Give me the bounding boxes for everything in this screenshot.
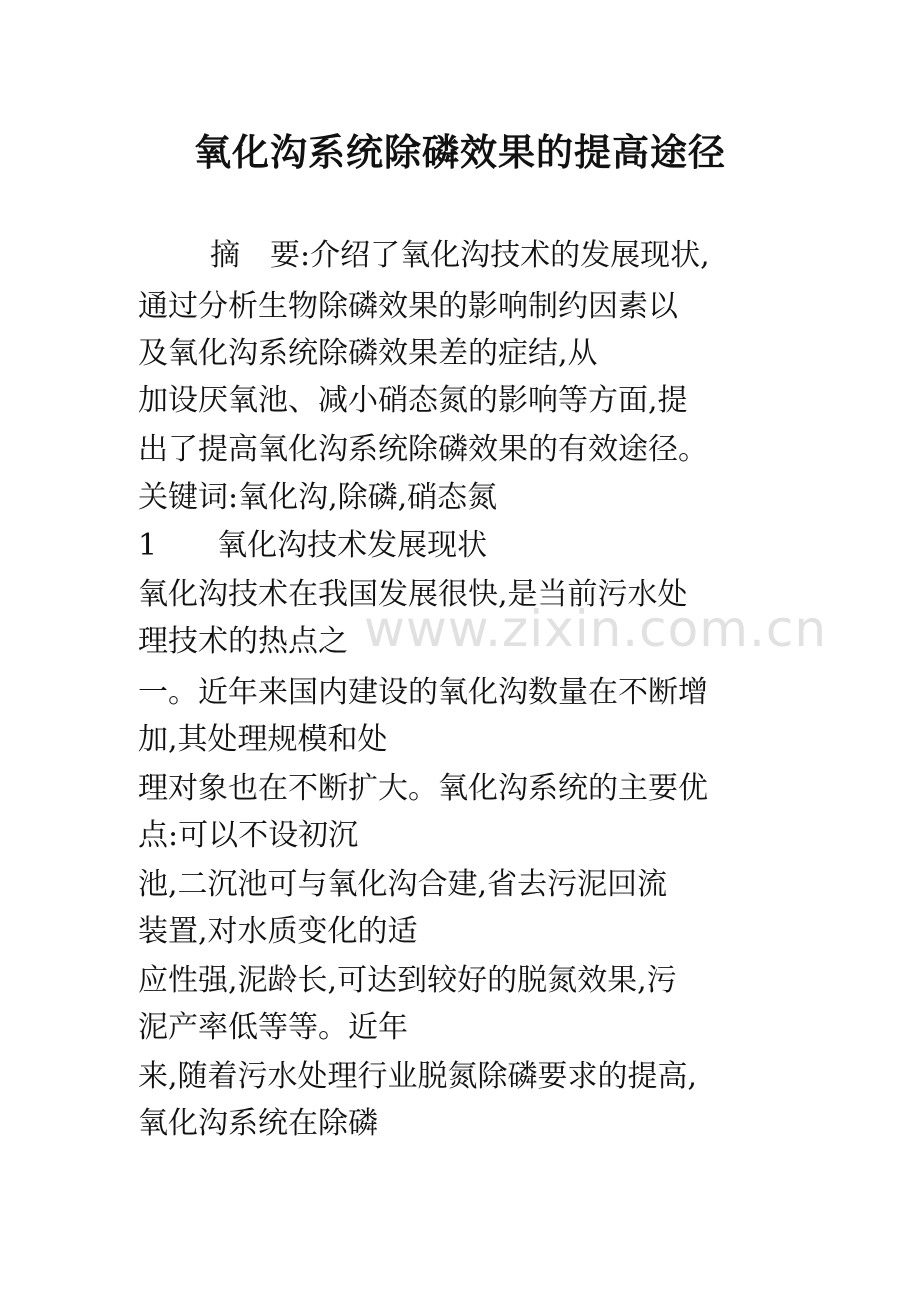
abstract-line-4: 加设厌氧池、减小硝态氮的影响等方面,提 [138, 383, 688, 418]
body-line-3: 一。近年来国内建设的氧化沟数量在不断增 [138, 675, 708, 710]
document-title: 氧化沟系统除磷效果的提高途径 [194, 130, 726, 174]
body-line-1: 氧化沟技术在我国发展很快,是当前污水处 [138, 577, 688, 612]
body-line-4: 加,其处理规模和处 [138, 722, 388, 757]
abstract-label: 摘 要 [210, 238, 300, 273]
body-line-2: 理技术的热点之 [138, 624, 348, 659]
abstract-line-1: 摘 要:介绍了氧化沟技术的发展现状, [210, 238, 710, 273]
body-line-8: 装置,对水质变化的适 [138, 914, 418, 949]
body-line-5: 理对象也在不断扩大。氧化沟系统的主要优 [138, 771, 708, 806]
body-line-9: 应性强,泥龄长,可达到较好的脱氮效果,污 [138, 963, 677, 998]
keywords-line: 关键词:氧化沟,除磷,硝态氮 [138, 480, 498, 515]
body-line-10: 泥产率低等等。近年 [138, 1010, 408, 1045]
abstract-line-2: 通过分析生物除磷效果的影响制约因素以 [138, 289, 678, 324]
abstract-text-1: 介绍了氧化沟技术的发展现状, [310, 238, 710, 273]
body-line-11: 来,随着污水处理行业脱氮除磷要求的提高, [138, 1059, 698, 1094]
watermark: www.zixin.com.cn [364, 600, 828, 658]
body-line-6: 点:可以不设初沉 [138, 818, 359, 853]
section-heading: 1 氧化沟技术发展现状 [138, 528, 488, 563]
abstract-line-3: 及氧化沟系统除磷效果差的症结,从 [138, 336, 598, 371]
body-line-7: 池,二沉池可与氧化沟合建,省去污泥回流 [138, 867, 668, 902]
abstract-line-5: 出了提高氧化沟系统除磷效果的有效途径。 [138, 432, 708, 467]
body-line-12: 氧化沟系统在除磷 [138, 1106, 378, 1141]
